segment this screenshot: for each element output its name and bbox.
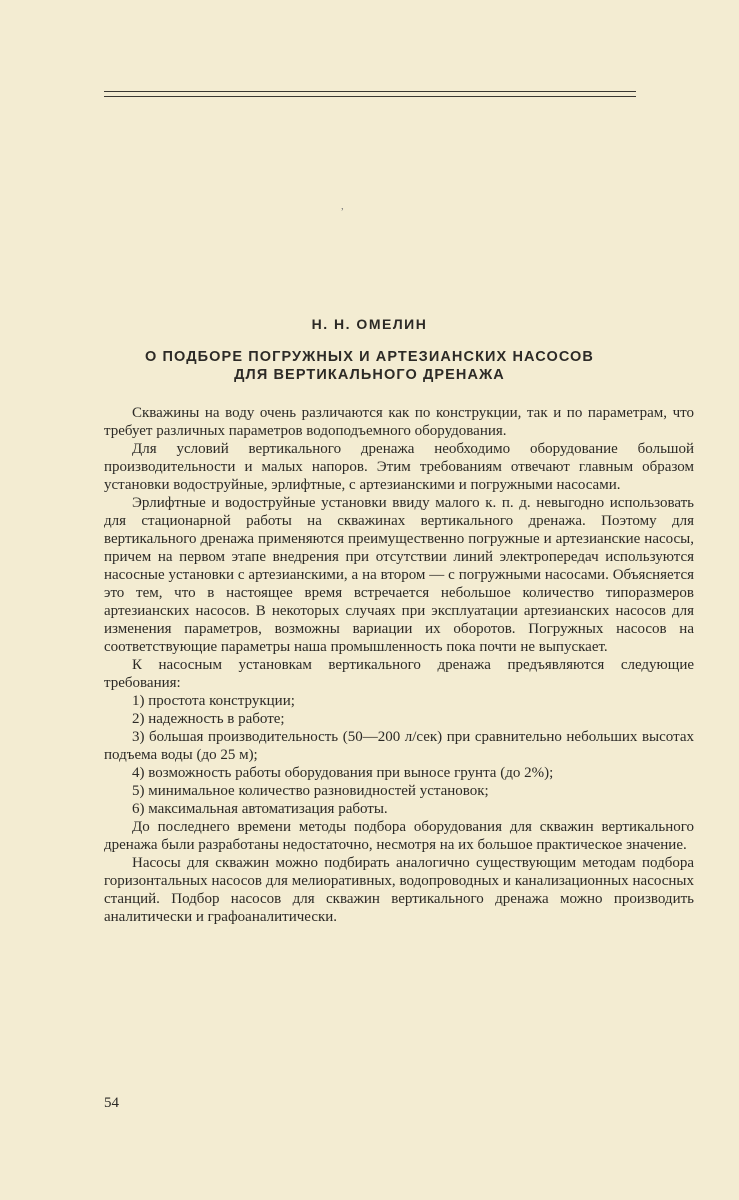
author-name: Н. Н. ОМЕЛИН [311,316,428,332]
top-rule [104,91,636,92]
article-body [104,404,694,926]
page-number: 54 [104,1095,119,1111]
list-item: 2) надежность в работе; [132,711,285,727]
list-item: 3) большая производительность (50—200 л/сек) при сравнительно небольших высотах подъема воды (до 25 м); [104,729,694,763]
paragraph: Эрлифтные и водоструйные установки ввиду малого к. п. д. невыгодно использовать для стационарной работы на скважинах вертикального дренажа. Поэтому для вертикального дренажа применяются преимущественно погружные и артезианские насосы, причем на первом этапе внедрения при отсутствии линий электропередач используются насосные установки с артезианскими, а на втором — с погружными насосами. Объясняется это тем, что в настоящее время встречается небольшое количество типоразмеров артезианских насосов. В некоторых случаях при эксплуатации артезианских насосов для изменения параметров, возможны вариации их оборотов. Погружных насосов на соответствующие параметры наша промышленность пока почти не выпускает. [104,495,694,655]
paragraph: Насосы для скважин можно подбирать аналогично существующим методам подбора горизонтальных насосов для мелиоративных, водопроводных и канализационных насосных станций. Подбор насосов для скважин вертикального дренажа можно производить аналитически и графоаналитически. [104,855,694,925]
title-line-2: ДЛЯ ВЕРТИКАЛЬНОГО ДРЕНАЖА [234,367,505,383]
paragraph: Скважины на воду очень различаются как по конструкции, так и по параметрам, что требует различных параметров водоподъемного оборудования. [104,405,694,439]
paragraph: К насосным установкам вертикального дренажа предъявляются следующие требования: [104,657,694,691]
title-line-1: О ПОДБОРЕ ПОГРУЖНЫХ И АРТЕЗИАНСКИХ НАСОСОВ [145,349,594,365]
list-item: 6) максимальная автоматизация работы. [132,801,388,817]
list-item: 1) простота конструкции; [132,693,295,709]
paragraph: До последнего времени методы подбора оборудования для скважин вертикального дренажа были разработаны недостаточно, несмотря на их большое практическое значение. [104,819,694,853]
list-item: 4) возможность работы оборудования при выносе грунта (до 2%); [132,765,554,781]
top-rule-second [104,96,636,97]
list-item: 5) минимальное количество разновидностей установок; [132,783,489,799]
article-title [0,348,739,384]
requirements-list [104,692,694,818]
paragraph: Для условий вертикального дренажа необходимо оборудование большой производительности и малых напоров. Этим требованиям отвечают главным образом установки водоструйные, эрлифтные, с артезианскими и погружными насосами. [104,441,694,493]
paper-speck: , [341,200,344,212]
